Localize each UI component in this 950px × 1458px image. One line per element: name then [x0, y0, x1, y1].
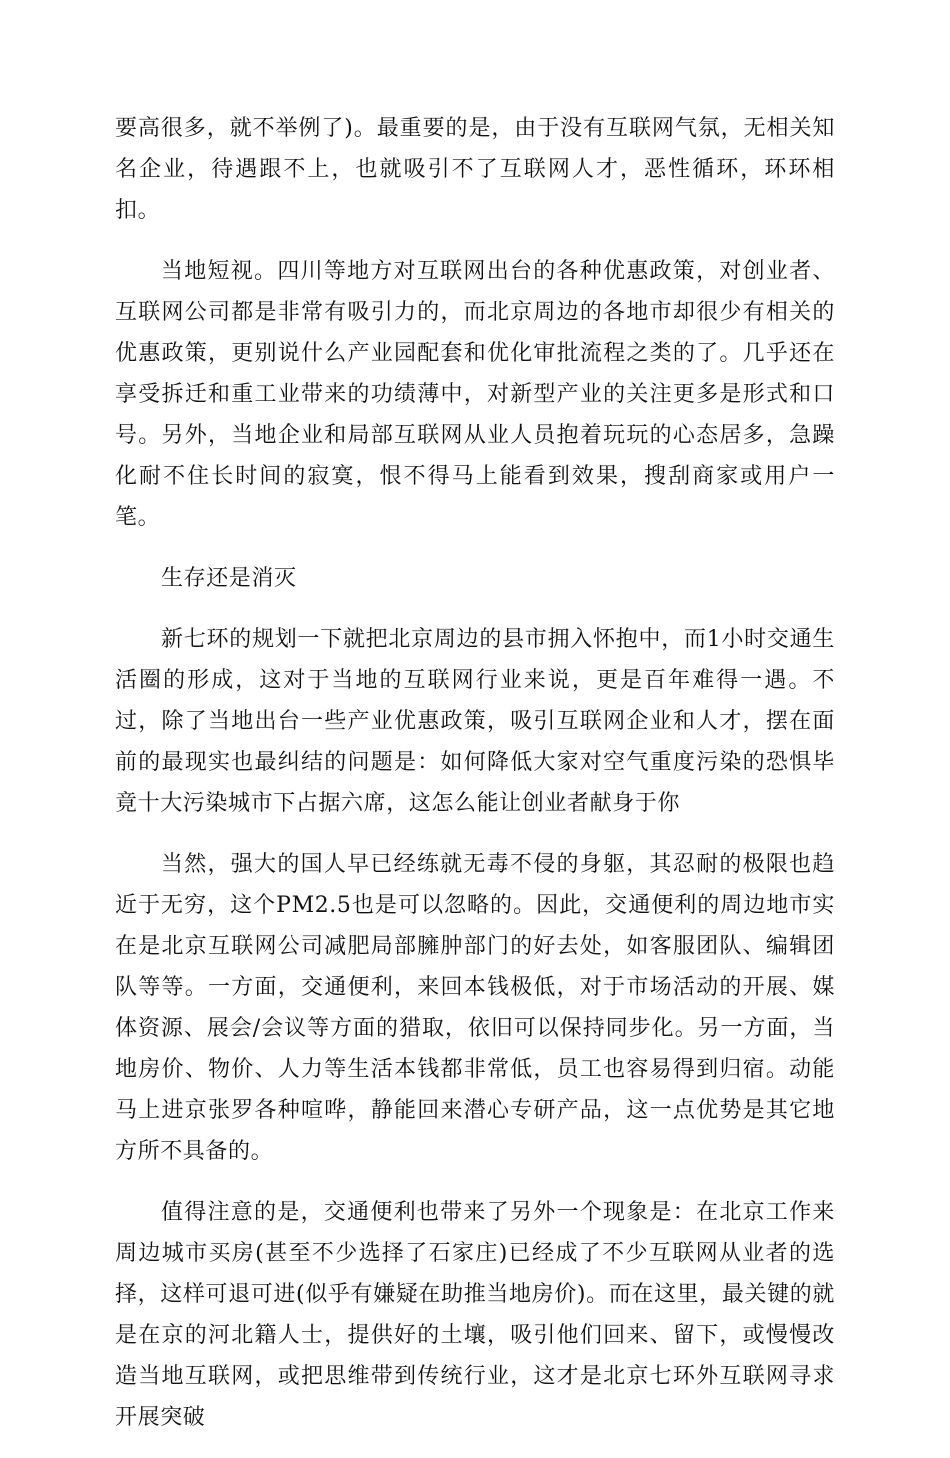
- paragraph-local-shortsight: 当地短视。四川等地方对互联网出台的各种优惠政策，对创业者、互联网公司都是非常有吸引力的，而北京周边的各地市却很少有相关的优惠政策，更别说什么产业园配套和优化审批流程之类的了。几乎还在享受拆迁和重工业带来的功绩薄中，对新型产业的关注更多是形式和口号。另外，当地企业和局部互联网从业人员抱着玩玩的心态居多，急躁化耐不住长时间的寂寞，恨不得马上能看到效果，搜刮商家或用户一笔。: [115, 259, 835, 530]
- paragraph-seventh-ring: 新七环的规划一下就把北京周边的县市拥入怀抱中，而1小时交通生活圈的形成，这对于当地的互联网行业来说，更是百年难得一遇。不过，除了当地出台一些产业优惠政策，吸引互联网企业和人才，摆在面前的最现实也最纠结的问题是：如何降低大家对空气重度污染的恐惧毕竟十大污染城市下占据六席，这怎么能让创业者献身于你: [115, 627, 835, 816]
- paragraph-traffic-convenience: 当然，强大的国人早已经练就无毒不侵的身躯，其忍耐的极限也趋近于无穷，这个PM2.5也是可以忽略的。因此，交通便利的周边地市实在是北京互联网公司减肥局部臃肿部门的好去处，如客服团队、编辑团队等等。一方面，交通便利，来回本钱极低，对于市场活动的开展、媒体资源、展会/会议等方面的猎取，依旧可以保持同步化。另一方面，当地房价、物价、人力等生活本钱都非常低，员工也容易得到归宿。动能马上进京张罗各种喧哗，静能回来潜心专研产品，这一点优势是其它地方所不具备的。: [115, 852, 835, 1164]
- paragraph-housing-phenomenon: 值得注意的是，交通便利也带来了另外一个现象是：在北京工作来周边城市买房(甚至不少选择了石家庄)已经成了不少互联网从业者的选择，这样可退可进(似乎有嫌疑在助推当地房价)。而在这里，最关键的就是在京的河北籍人士，提供好的土壤，吸引他们回来、留下，或慢慢改造当地互联网，或把思维带到传统行业，这才是北京七环外互联网寻求开展突破: [115, 1200, 835, 1430]
- paragraph-continuation: 要高很多，就不举例了)。最重要的是，由于没有互联网气氛，无相关知名企业，待遇跟不上，也就吸引不了互联网人才，恶性循环，环环相扣。: [115, 116, 835, 223]
- document-body: [115, 108, 835, 1458]
- section-heading: 生存还是消灭: [161, 566, 297, 591]
